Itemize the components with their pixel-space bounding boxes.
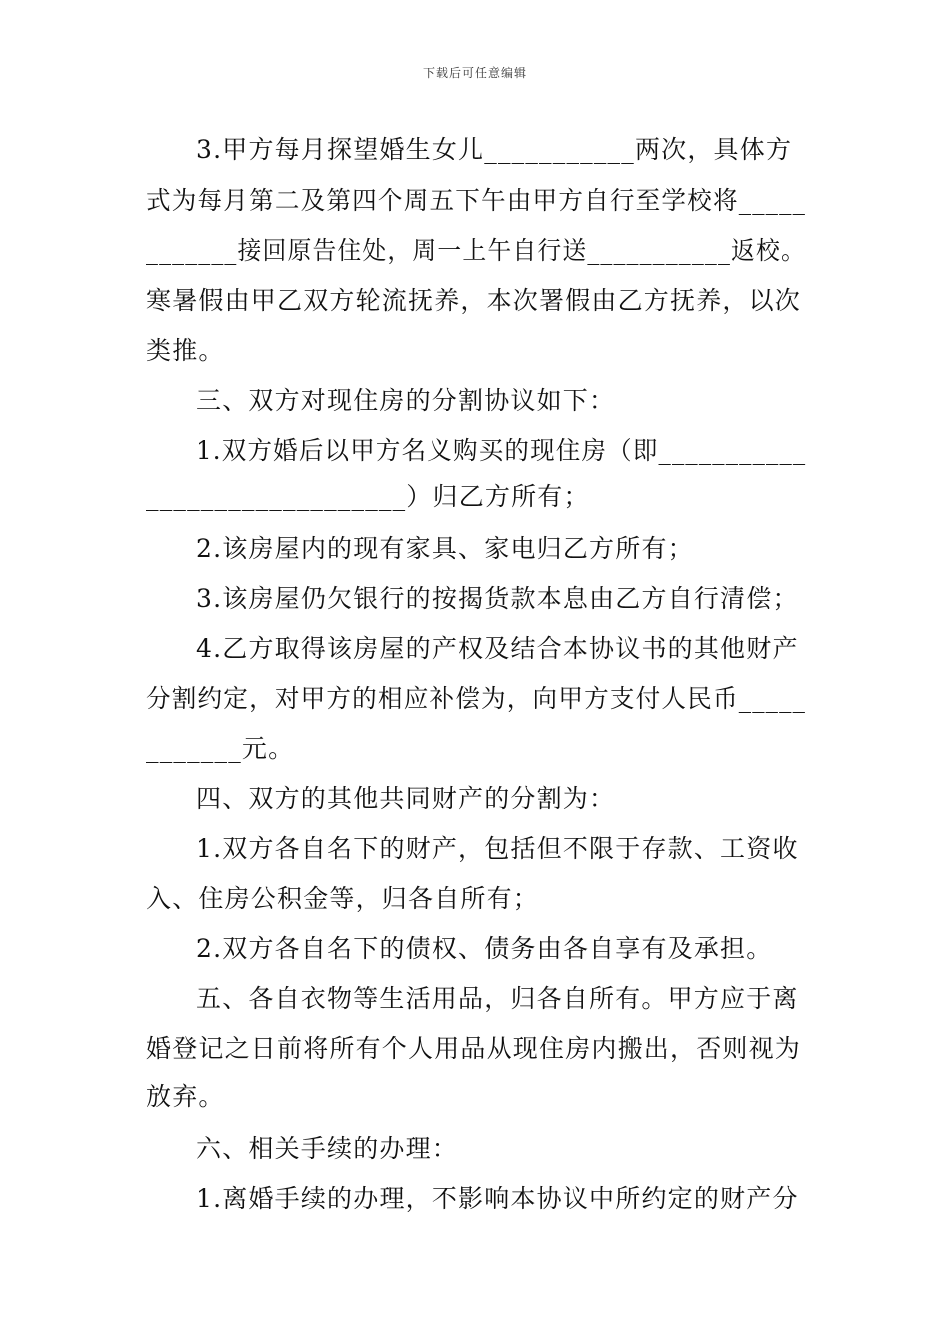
body-line: 2.双方各自名下的债权、债务由各自享有及承担。: [196, 934, 773, 963]
section-heading: 五、各自衣物等生活用品，归各自所有。甲方应于离: [196, 984, 799, 1013]
section-heading: 六、相关手续的办理：: [196, 1134, 459, 1163]
body-line: 放弃。: [146, 1082, 225, 1111]
body-line: _______元。: [146, 734, 295, 763]
body-line: 入、住房公积金等，归各自所有；: [146, 884, 540, 913]
body-line: 式为每月第二及第四个周五下午由甲方自行至学校将_____: [146, 186, 807, 215]
section-heading: 三、双方对现住房的分割协议如下：: [196, 386, 616, 415]
body-line: 4.乙方取得该房屋的产权及结合本协议书的其他财产: [196, 634, 799, 663]
body-line: 1.离婚手续的办理，不影响本协议中所约定的财产分: [196, 1184, 799, 1213]
body-line: 3.该房屋仍欠银行的按揭货款本息由乙方自行清偿；: [196, 584, 799, 613]
body-line: 3.甲方每月探望婚生女儿___________两次，具体方: [196, 135, 793, 164]
body-line: 分割约定，对甲方的相应补偿为，向甲方支付人民币_____: [146, 684, 807, 713]
body-line: 类推。: [146, 336, 225, 365]
section-heading: 四、双方的其他共同财产的分割为：: [196, 784, 616, 813]
page-header: 下载后可任意编辑: [422, 66, 527, 80]
body-line: 1.双方各自名下的财产，包括但不限于存款、工资收: [196, 834, 799, 863]
body-line: 婚登记之日前将所有个人用品从现住房内搬出，否则视为: [146, 1034, 802, 1063]
body-line: 2.该房屋内的现有家具、家电归乙方所有；: [196, 534, 694, 563]
body-line: ___________________）归乙方所有；: [146, 482, 590, 511]
body-line: _______接回原告住处，周一上午自行送___________返校。: [146, 236, 807, 265]
body-line: 1.双方婚后以甲方名义购买的现住房（即___________: [196, 436, 807, 465]
body-line: 寒暑假由甲乙双方轮流抚养，本次署假由乙方抚养，以次: [146, 286, 802, 315]
